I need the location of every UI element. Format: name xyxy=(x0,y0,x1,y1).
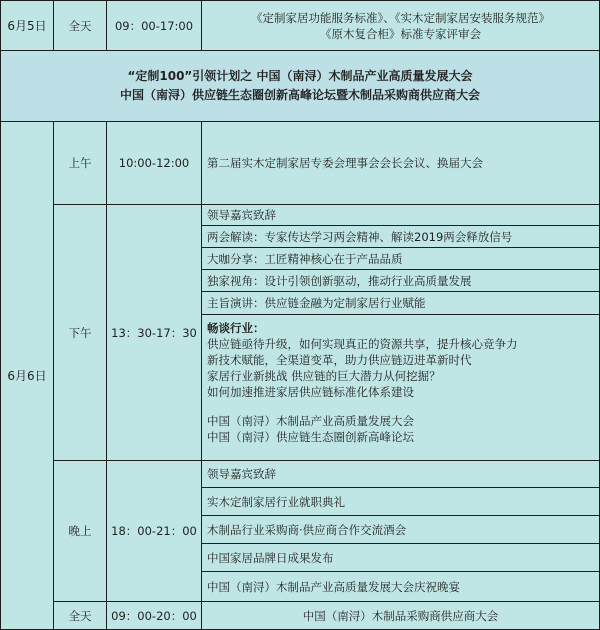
span-cell-afternoon: 下午 xyxy=(53,204,107,461)
industry-talk-line: 如何加速推进家居供应链标准化体系建设 xyxy=(207,385,414,399)
span-cell-allday: 全天 xyxy=(53,601,107,630)
time-cell-allday: 09：00-20：00 xyxy=(106,601,202,630)
agenda-item-afternoon: 大咖分享：工匠精神核心在于产品品质 xyxy=(201,247,600,270)
closing-line: 中国（南浔）供应链生态圈创新高峰论坛 xyxy=(207,430,414,444)
agenda-item-afternoon: 独家视角：设计引领创新驱动，推动行业高质量发展 xyxy=(201,269,600,292)
agenda-item-afternoon: 领导嘉宾致辞 xyxy=(201,204,600,226)
content-line: 《定制家居功能服务标准》、《实木定制家居安装服务规范》 xyxy=(251,10,550,25)
closing-line: 中国（南浔）木制品产业高质量发展大会 xyxy=(207,414,414,428)
industry-talk-block xyxy=(201,314,600,461)
agenda-item-evening: 中国（南浔）木制品产业高质量发展大会庆祝晚宴 xyxy=(201,571,600,602)
date-cell-jun6: 6月6日 xyxy=(0,121,54,630)
agenda-item-morning: 第二届实木定制家居专委会理事会会长会议、换届大会 xyxy=(201,121,600,205)
date-cell-jun5: 6月5日 xyxy=(0,0,54,51)
banner-line: 中国（南浔）供应链生态圈创新高峰论坛暨木制品采购商供应商大会 xyxy=(119,88,480,102)
agenda-item-evening: 木制品行业采购商·供应商合作交流酒会 xyxy=(201,515,600,544)
content-line: 《原木复合柜》标准专家评审会 xyxy=(320,26,481,41)
agenda-item-afternoon: 两会解读：专家传达学习两会精神、解读2019两会释放信号 xyxy=(201,225,600,248)
span-cell-morning: 上午 xyxy=(53,121,107,205)
industry-talk-line: 家居行业新挑战 供应链的巨大潜力从何挖掘？ xyxy=(207,369,441,383)
agenda-item-allday: 中国（南浔）木制品采购商供应商大会 xyxy=(201,601,600,630)
agenda-item-afternoon: 主旨演讲：供应链金融为定制家居行业赋能 xyxy=(201,291,600,315)
banner-line: “定制100”引领计划之 中国（南浔）木制品产业高质量发展大会 xyxy=(127,69,473,83)
time-cell-afternoon: 13：30-17：30 xyxy=(106,204,202,461)
time-cell-morning: 10:00-12:00 xyxy=(106,121,202,205)
span-cell-evening: 晚上 xyxy=(53,460,107,602)
content-cell-jun5 xyxy=(201,0,600,51)
conference-banner xyxy=(0,50,600,122)
industry-talk-title: 畅谈行业： xyxy=(207,321,265,335)
agenda-item-evening: 中国家居品牌日成果发布 xyxy=(201,543,600,572)
span-cell-jun5: 全天 xyxy=(53,0,107,51)
industry-talk-line: 供应链亟待升级，如何实现真正的资源共享，提升核心竞争力 xyxy=(207,337,518,351)
time-cell-jun5: 09：00-17:00 xyxy=(106,0,202,51)
agenda-item-evening: 领导嘉宾致辞 xyxy=(201,460,600,488)
time-cell-evening: 18：00-21：00 xyxy=(106,460,202,602)
industry-talk-line: 新技术赋能，全渠道变革，助力供应链迈进革新时代 xyxy=(207,353,472,367)
agenda-item-evening: 实木定制家居行业就职典礼 xyxy=(201,487,600,516)
